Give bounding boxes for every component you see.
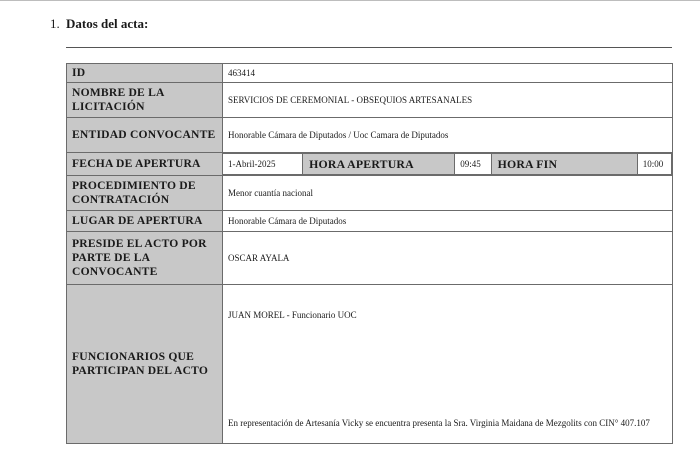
label-fecha-apertura: FECHA DE APERTURA bbox=[67, 153, 223, 176]
funcionarios-cell bbox=[223, 285, 673, 444]
label-procedimiento: PROCEDIMIENTO DE CONTRATACIÓN bbox=[67, 176, 223, 211]
fecha-hora-subtable bbox=[223, 153, 672, 175]
row-id bbox=[67, 64, 673, 83]
label-id: ID bbox=[67, 64, 223, 83]
value-preside: OSCAR AYALA bbox=[223, 232, 673, 285]
row-entidad-convocante bbox=[67, 118, 673, 153]
row-procedimiento bbox=[67, 176, 673, 211]
row-funcionarios bbox=[67, 285, 673, 444]
row-fecha-apertura bbox=[67, 153, 673, 176]
row-nombre-licitacion bbox=[67, 83, 673, 118]
label-hora-fin: HORA FIN bbox=[491, 154, 637, 175]
value-id: 463414 bbox=[223, 64, 673, 83]
label-entidad-convocante: ENTIDAD CONVOCANTE bbox=[67, 118, 223, 153]
row-preside bbox=[67, 232, 673, 285]
label-lugar-apertura: LUGAR DE APERTURA bbox=[67, 211, 223, 232]
section-title: Datos del acta: bbox=[66, 16, 149, 31]
top-border-line bbox=[0, 0, 700, 1]
acta-data-table bbox=[66, 63, 673, 444]
heading-rule bbox=[66, 47, 672, 48]
label-nombre-licitacion: NOMBRE DE LA LICITACIÓN bbox=[67, 83, 223, 118]
value-fecha-apertura: 1-Abril-2025 bbox=[223, 154, 303, 175]
section-heading bbox=[50, 16, 148, 32]
value-procedimiento: Menor cuantía nacional bbox=[223, 176, 673, 211]
value-entidad-convocante: Honorable Cámara de Diputados / Uoc Camara de Diputados bbox=[223, 118, 673, 153]
row-lugar-apertura bbox=[67, 211, 673, 232]
value-lugar-apertura: Honorable Cámara de Diputados bbox=[223, 211, 673, 232]
value-hora-apertura: 09:45 bbox=[455, 154, 491, 175]
label-preside: PRESIDE EL ACTO POR PARTE DE LA CONVOCANTE bbox=[67, 232, 223, 285]
label-funcionarios: FUNCIONARIOS QUE PARTICIPAN DEL ACTO bbox=[67, 285, 223, 444]
value-nombre-licitacion: SERVICIOS DE CEREMONIAL - OBSEQUIOS ARTESANALES bbox=[223, 83, 673, 118]
section-number: 1. bbox=[50, 16, 60, 31]
value-hora-fin: 10:00 bbox=[637, 154, 671, 175]
value-funcionarios: JUAN MOREL - Funcionario UOC bbox=[228, 310, 357, 320]
funcionarios-note: En representación de Artesanía Vicky se encuentra presenta la Sra. Virginia Maidana de Mezgolits con CIN° 407.107 bbox=[228, 418, 650, 428]
label-hora-apertura: HORA APERTURA bbox=[303, 154, 455, 175]
fecha-hora-cell bbox=[223, 153, 673, 176]
